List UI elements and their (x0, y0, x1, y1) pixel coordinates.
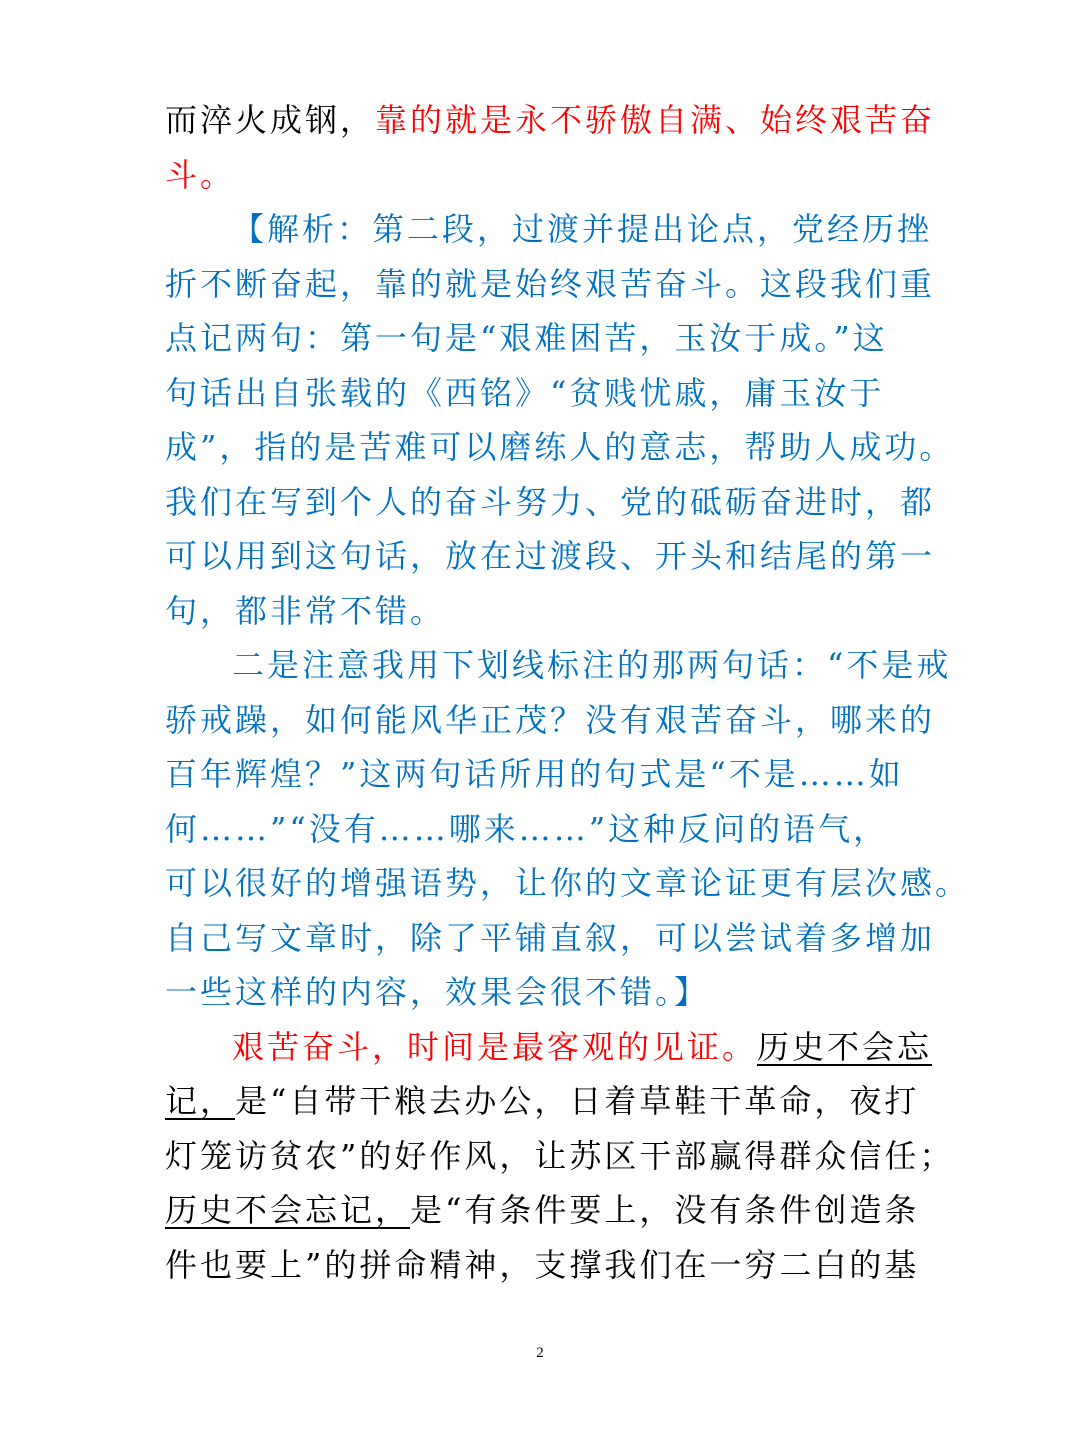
underlined-text: 历史不会忘记， (165, 1191, 411, 1229)
text-segment: 我们在写到个人的奋斗努力、党的砥砺奋进时，都 (165, 482, 936, 521)
paragraph (165, 1020, 955, 1293)
text-segment: 何……”“没有……哪来……”这种反问的语气， (165, 809, 889, 848)
text-line (165, 1129, 955, 1184)
text-line (165, 1020, 933, 1075)
text-line (165, 1074, 921, 1129)
text-segment: 成”，指的是苦难可以磨练人的意志，帮助人成功。 (165, 428, 955, 466)
text-line (165, 584, 921, 639)
text-line (165, 911, 936, 966)
body-text (165, 93, 971, 1292)
text-line (165, 420, 955, 475)
text-line (165, 802, 921, 857)
text-line (165, 257, 936, 312)
text-segment: 骄戒躁，如何能风华正茂？没有艰苦奋斗，哪来的 (165, 700, 936, 739)
text-line (165, 1238, 921, 1293)
text-segment: 自己写文章时，除了平铺直叙，可以尝试着多增加 (165, 918, 936, 957)
text-segment: 【解析：第二段，过渡并提出论点，党经历挫 (232, 210, 933, 248)
text-line (165, 965, 921, 1020)
text-line (165, 148, 921, 203)
text-line (165, 202, 933, 257)
text-segment: 件也要上”的拼命精神，支撑我们在一穷二白的基 (165, 1245, 920, 1284)
text-segment: 一些这样的内容，效果会很不错。】 (165, 973, 710, 1011)
text-segment: 灯笼访贫农”的好作风，让苏区干部赢得群众信任； (165, 1136, 955, 1175)
text-line (165, 475, 936, 530)
paragraph (165, 93, 936, 202)
text-line (165, 311, 921, 366)
text-segment: 靠的就是永不骄傲自满、始终艰苦奋 (375, 101, 936, 139)
text-segment: 百年辉煌？”这两句话所用的句式是“不是……如 (165, 755, 904, 793)
text-line (165, 93, 936, 148)
text-line (165, 747, 921, 802)
text-segment: 是“自带干粮去办公，日着草鞋干革命，夜打 (235, 1082, 920, 1120)
paragraph (165, 202, 955, 638)
text-segment: 二是注意我用下划线标注的那两句话：“不是戒 (232, 646, 952, 684)
text-segment: 可以用到这句话，放在过渡段、开头和结尾的第一 (165, 537, 936, 575)
text-line (165, 693, 936, 748)
text-segment: 句，都非常不错。 (165, 591, 446, 630)
text-line (165, 638, 952, 693)
page-number: 2 (536, 1345, 544, 1361)
text-segment: 艰苦奋斗，时间是最客观的见证。 (232, 1027, 758, 1066)
underlined-text: 历史不会忘 (757, 1027, 933, 1066)
text-segment: 斗。 (165, 155, 236, 194)
text-segment: 可以很好的增强语势，让你的文章论证更有层次感。 (165, 864, 971, 902)
text-line (165, 366, 921, 421)
text-segment: 是“有条件要上，没有条件创造条 (410, 1191, 920, 1229)
text-line (165, 856, 971, 911)
text-segment: 句话出自张载的《西铭》“贫贱忧戚，庸玉汝于 (165, 373, 885, 412)
text-line (165, 529, 936, 584)
text-segment: 折不断奋起，靠的就是始终艰苦奋斗。这段我们重 (165, 264, 936, 303)
text-segment: 而淬火成钢， (165, 101, 376, 139)
text-line (165, 1183, 921, 1238)
text-segment: 点记两句：第一句是“艰难困苦，玉汝于成。”这 (165, 319, 888, 357)
underlined-text: 记， (165, 1082, 236, 1120)
paragraph (165, 638, 971, 1020)
